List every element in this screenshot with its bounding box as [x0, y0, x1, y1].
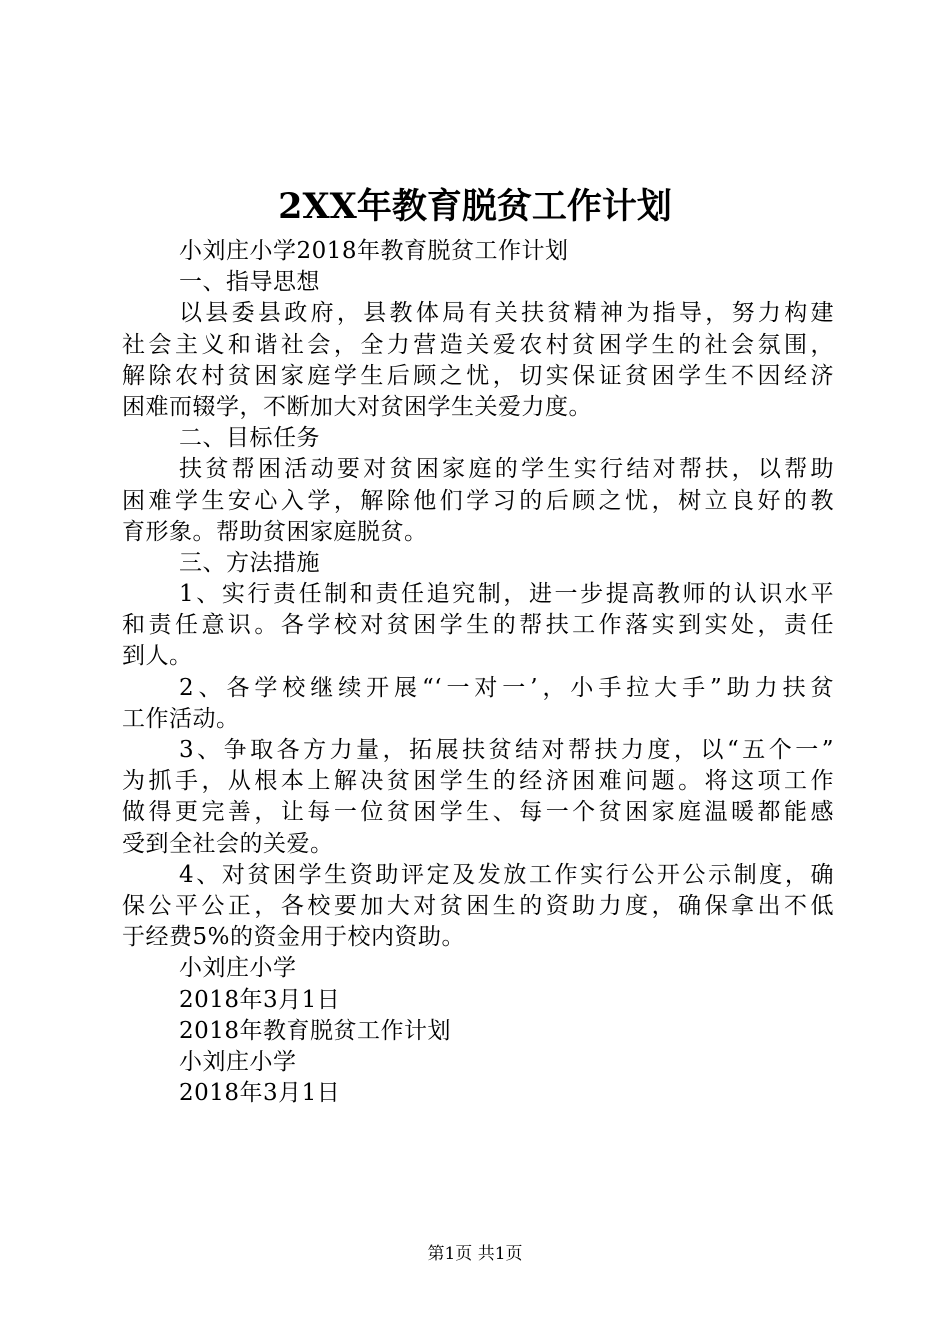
- body-line: 受到全社会的关爱。: [122, 830, 334, 857]
- body-line: 扶贫帮困活动要对贫困家庭的学生实行结对帮扶，以帮助: [179, 456, 834, 483]
- body-line: 2018年3月1日: [179, 986, 341, 1013]
- document-title: 2XX年教育脱贫工作计划: [278, 186, 672, 227]
- body-line: 保公平公正，各校要加大对贫困生的资助力度，确保拿出不低: [122, 892, 834, 919]
- body-line: 和责任意识。各学校对贫困学生的帮扶工作落实到实处，责任: [122, 612, 834, 639]
- body-line: 1、实行责任制和责任追究制，进一步提高教师的认识水平: [179, 581, 834, 608]
- body-line: 4、对贫困学生资助评定及发放工作实行公开公示制度，确: [179, 861, 834, 888]
- body-line: 解除农村贫困家庭学生后顾之忧，切实保证贫困学生不因经济: [122, 362, 834, 389]
- body-line: 于经费5%的资金用于校内资助。: [122, 924, 465, 951]
- body-line: 2、各学校继续开展“‘一对一’，小手拉大手”助力扶贫: [179, 674, 834, 701]
- body-line: 三、方法措施: [179, 549, 320, 576]
- body-line: 2018年教育脱贫工作计划: [179, 1017, 452, 1044]
- body-line: 困难而辍学，不断加大对贫困学生关爱力度。: [122, 393, 592, 420]
- body-line: 小刘庄小学: [179, 955, 297, 982]
- body-line: 二、目标任务: [179, 425, 320, 452]
- body-line: 3、争取各方力量，拓展扶贫结对帮扶力度，以“五个一”: [179, 737, 834, 763]
- body-line: 小刘庄小学2018年教育脱贫工作计划: [179, 238, 569, 264]
- body-line: 育形象。帮助贫困家庭脱贫。: [122, 518, 428, 545]
- body-line: 社会主义和谐社会，全力营造关爱农村贫困学生的社会氛围，: [122, 331, 834, 358]
- document-body: [122, 236, 834, 1109]
- body-line: 一、指导思想: [179, 269, 320, 296]
- body-line: 小刘庄小学: [179, 1048, 297, 1075]
- body-line: 为抓手，从根本上解决贫困学生的经济困难问题。将这项工作: [122, 768, 834, 795]
- page-footer: 第1页 共1页: [427, 1244, 523, 1264]
- body-line: 以县委县政府，县教体局有关扶贫精神为指导，努力构建: [179, 300, 834, 327]
- body-line: 做得更完善，让每一位贫困学生、每一个贫困家庭温暖都能感: [122, 799, 834, 826]
- body-line: 工作活动。: [122, 705, 240, 732]
- body-line: 2018年3月1日: [179, 1080, 341, 1107]
- body-line: 困难学生安心入学，解除他们学习的后顾之忧，树立良好的教: [122, 487, 834, 514]
- body-line: 到人。: [122, 643, 193, 670]
